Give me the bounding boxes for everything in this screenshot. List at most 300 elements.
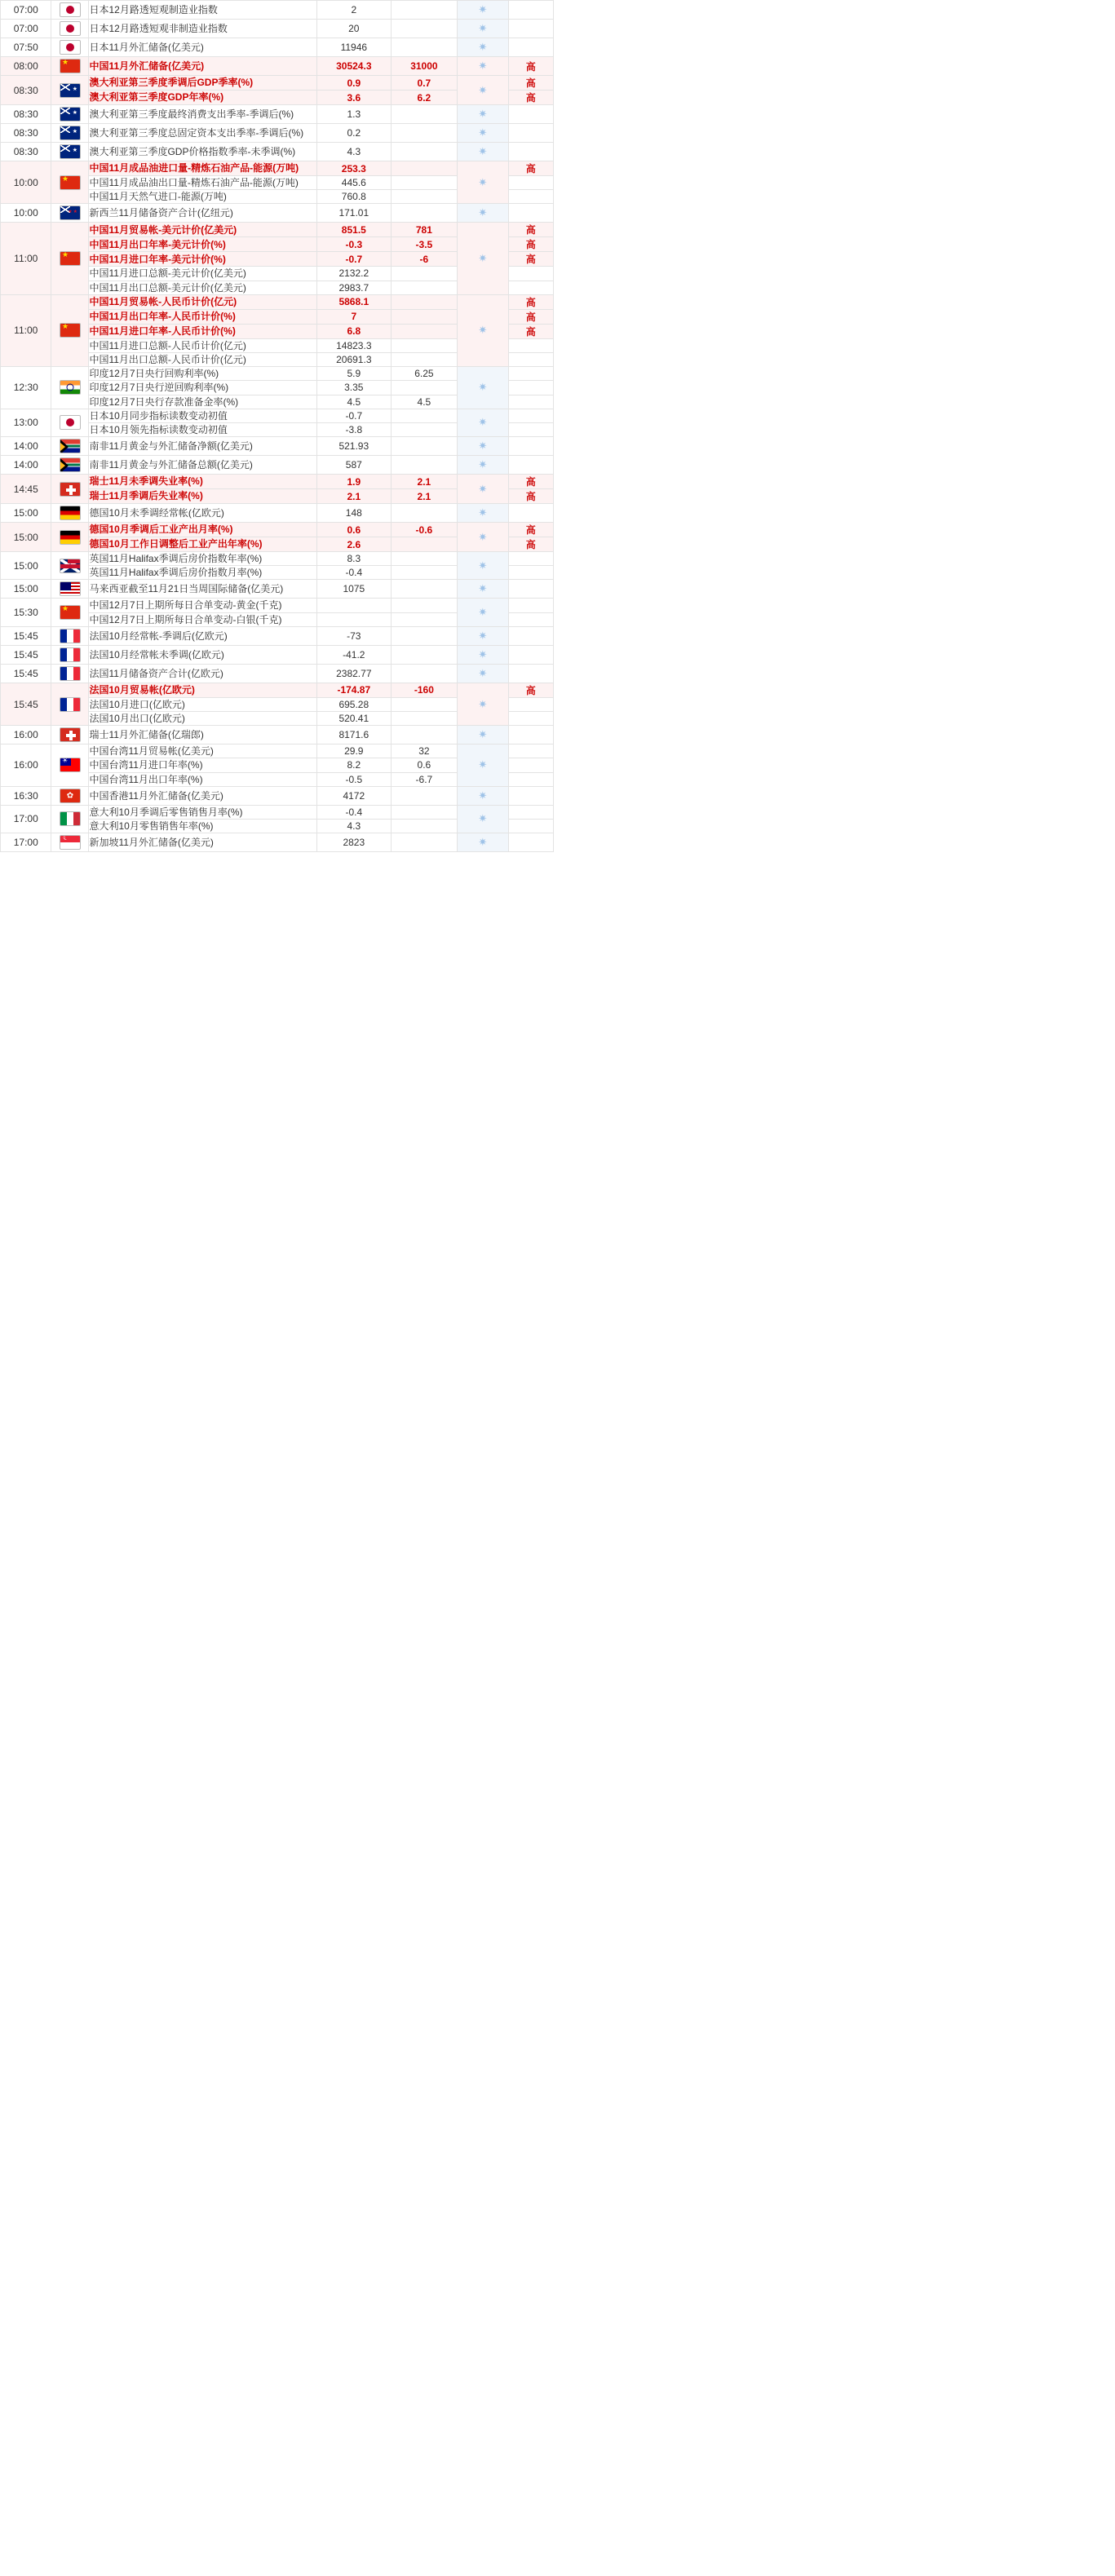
table-row[interactable] bbox=[1, 626, 554, 645]
importance-badge bbox=[508, 422, 553, 436]
actual-value: 695.28 bbox=[316, 697, 391, 711]
event-name[interactable]: 瑞士11月未季调失业率(%) bbox=[89, 475, 316, 489]
table-row[interactable] bbox=[1, 552, 554, 566]
importance-badge bbox=[508, 726, 553, 745]
event-name[interactable]: 澳大利亚第三季度最终消费支出季率-季调后(%) bbox=[89, 105, 316, 124]
forecast-value: -3.5 bbox=[391, 237, 457, 252]
chart-icon[interactable] bbox=[458, 626, 508, 645]
country-flag-cell bbox=[51, 475, 89, 504]
event-name[interactable]: 瑞士11月外汇储备(亿瑞郎) bbox=[89, 726, 316, 745]
importance-badge: 高 bbox=[508, 523, 553, 537]
actual-value: -0.3 bbox=[316, 237, 391, 252]
table-row[interactable] bbox=[1, 456, 554, 475]
event-name[interactable]: 德国10月工作日调整后工业产出年率(%) bbox=[89, 537, 316, 552]
importance-badge bbox=[508, 281, 553, 294]
actual-value: 1.9 bbox=[316, 475, 391, 489]
chart-icon[interactable] bbox=[458, 726, 508, 745]
flag-icon-cn bbox=[60, 59, 81, 73]
event-name[interactable]: 日本10月同步指标读数变动初值 bbox=[89, 409, 316, 422]
forecast-value bbox=[391, 281, 457, 294]
flag-icon-cn bbox=[60, 323, 81, 338]
table-row[interactable] bbox=[1, 76, 554, 91]
calendar-body bbox=[1, 1, 554, 852]
event-name[interactable]: 中国11月进口年率-人民币计价(%) bbox=[89, 324, 316, 338]
actual-value: -0.4 bbox=[316, 566, 391, 580]
chart-icon[interactable] bbox=[458, 294, 508, 366]
country-flag-cell bbox=[51, 161, 89, 204]
importance-badge: 高 bbox=[508, 324, 553, 338]
sparkle-icon: ✷ bbox=[478, 458, 488, 471]
event-name[interactable]: 中国11月出口年率-美元计价(%) bbox=[89, 237, 316, 252]
sparkle-icon: ✷ bbox=[478, 324, 488, 337]
chart-icon[interactable] bbox=[458, 664, 508, 683]
sparkle-icon: ✷ bbox=[478, 530, 488, 543]
table-row[interactable] bbox=[1, 726, 554, 745]
table-row[interactable] bbox=[1, 664, 554, 683]
importance-badge bbox=[508, 367, 553, 381]
forecast-value bbox=[391, 105, 457, 124]
chart-icon[interactable] bbox=[458, 645, 508, 664]
importance-badge: 高 bbox=[508, 223, 553, 237]
event-name[interactable]: 中国12月7日上期所每日合单变动-白银(千克) bbox=[89, 612, 316, 626]
forecast-value bbox=[391, 324, 457, 338]
table-row[interactable] bbox=[1, 805, 554, 819]
event-name[interactable]: 法国10月经常帐未季调(亿欧元) bbox=[89, 645, 316, 664]
event-time: 15:00 bbox=[1, 580, 51, 599]
chart-icon[interactable] bbox=[458, 223, 508, 294]
country-flag-cell bbox=[51, 367, 89, 409]
event-name[interactable]: 新加坡11月外汇储备(亿美元) bbox=[89, 833, 316, 852]
country-flag-cell bbox=[51, 437, 89, 456]
chart-icon[interactable] bbox=[458, 599, 508, 626]
event-time: 15:45 bbox=[1, 664, 51, 683]
forecast-value bbox=[391, 580, 457, 599]
sparkle-icon: ✷ bbox=[478, 697, 488, 710]
event-name[interactable]: 英国11月Halifax季调后房价指数年率(%) bbox=[89, 552, 316, 566]
event-name[interactable]: 中国11月出口总额-美元计价(亿美元) bbox=[89, 281, 316, 294]
table-row[interactable] bbox=[1, 1, 554, 20]
actual-value: 253.3 bbox=[316, 161, 391, 176]
actual-value: 2382.77 bbox=[316, 664, 391, 683]
chart-icon[interactable] bbox=[458, 504, 508, 523]
importance-badge bbox=[508, 124, 553, 143]
event-name[interactable]: 法国10月进口(亿欧元) bbox=[89, 697, 316, 711]
event-time: 17:00 bbox=[1, 833, 51, 852]
event-name[interactable]: 中国11月出口年率-人民币计价(%) bbox=[89, 309, 316, 324]
importance-badge bbox=[508, 626, 553, 645]
flag-icon-in bbox=[60, 380, 81, 395]
importance-badge: 高 bbox=[508, 309, 553, 324]
table-row[interactable] bbox=[1, 475, 554, 489]
importance-badge bbox=[508, 712, 553, 726]
event-name[interactable]: 澳大利亚第三季度季调后GDP季率(%) bbox=[89, 76, 316, 91]
table-row[interactable] bbox=[1, 683, 554, 697]
forecast-value bbox=[391, 437, 457, 456]
flag-icon-nz bbox=[60, 205, 81, 220]
importance-badge bbox=[508, 697, 553, 711]
forecast-value: 6.25 bbox=[391, 367, 457, 381]
sparkle-icon: ✷ bbox=[478, 606, 488, 619]
country-flag-cell bbox=[51, 124, 89, 143]
actual-value: -3.8 bbox=[316, 422, 391, 436]
event-time: 15:30 bbox=[1, 599, 51, 626]
chart-icon[interactable] bbox=[458, 76, 508, 105]
chart-icon[interactable] bbox=[458, 786, 508, 805]
flag-icon-fr bbox=[60, 697, 81, 712]
importance-badge bbox=[508, 190, 553, 204]
sparkle-icon: ✷ bbox=[478, 728, 488, 741]
country-flag-cell bbox=[51, 223, 89, 294]
chart-icon[interactable] bbox=[458, 161, 508, 204]
table-row[interactable] bbox=[1, 161, 554, 176]
table-row[interactable] bbox=[1, 105, 554, 124]
actual-value: -0.7 bbox=[316, 252, 391, 267]
sparkle-icon: ✷ bbox=[478, 629, 488, 642]
flag-icon-au bbox=[60, 126, 81, 140]
country-flag-cell bbox=[51, 599, 89, 626]
event-time: 15:45 bbox=[1, 645, 51, 664]
forecast-value bbox=[391, 697, 457, 711]
forecast-value bbox=[391, 409, 457, 422]
importance-badge bbox=[508, 143, 553, 161]
importance-badge bbox=[508, 805, 553, 819]
importance-badge bbox=[508, 20, 553, 38]
chart-icon[interactable] bbox=[458, 523, 508, 552]
sparkle-icon: ✷ bbox=[478, 83, 488, 96]
event-time: 07:50 bbox=[1, 38, 51, 57]
forecast-value bbox=[391, 504, 457, 523]
forecast-value: 0.7 bbox=[391, 76, 457, 91]
forecast-value bbox=[391, 626, 457, 645]
forecast-value bbox=[391, 664, 457, 683]
country-flag-cell bbox=[51, 1, 89, 20]
chart-icon[interactable] bbox=[458, 124, 508, 143]
actual-value: 521.93 bbox=[316, 437, 391, 456]
table-row[interactable] bbox=[1, 437, 554, 456]
flag-icon-ch bbox=[60, 727, 81, 742]
event-name[interactable]: 澳大利亚第三季度GDP年率(%) bbox=[89, 91, 316, 105]
sparkle-icon: ✷ bbox=[478, 60, 488, 72]
forecast-value bbox=[391, 204, 457, 223]
event-name[interactable]: 中国11月进口年率-美元计价(%) bbox=[89, 252, 316, 267]
country-flag-cell bbox=[51, 664, 89, 683]
forecast-value bbox=[391, 1, 457, 20]
country-flag-cell bbox=[51, 143, 89, 161]
event-name[interactable]: 中国11月贸易帐-美元计价(亿美元) bbox=[89, 223, 316, 237]
event-name[interactable]: 中国台湾11月贸易帐(亿美元) bbox=[89, 745, 316, 758]
importance-badge: 高 bbox=[508, 537, 553, 552]
event-name[interactable]: 中国11月天然气进口-能源(万吨) bbox=[89, 190, 316, 204]
country-flag-cell bbox=[51, 683, 89, 725]
flag-icon-jp bbox=[60, 2, 81, 17]
actual-value: 20 bbox=[316, 20, 391, 38]
sparkle-icon: ✷ bbox=[478, 582, 488, 595]
table-row[interactable] bbox=[1, 745, 554, 758]
event-name[interactable]: 澳大利亚第三季度总固定资本支出季率-季调后(%) bbox=[89, 124, 316, 143]
forecast-value bbox=[391, 20, 457, 38]
event-name[interactable]: 新西兰11月储备资产合计(亿纽元) bbox=[89, 204, 316, 223]
actual-value: 2.6 bbox=[316, 537, 391, 552]
table-row[interactable] bbox=[1, 20, 554, 38]
importance-badge bbox=[508, 552, 553, 566]
forecast-value bbox=[391, 819, 457, 833]
flag-icon-de bbox=[60, 530, 81, 545]
chart-icon[interactable] bbox=[458, 204, 508, 223]
actual-value: -0.5 bbox=[316, 772, 391, 786]
event-name[interactable]: 日本11月外汇储备(亿美元) bbox=[89, 38, 316, 57]
importance-badge: 高 bbox=[508, 91, 553, 105]
event-name[interactable]: 南非11月黄金与外汇储备净额(亿美元) bbox=[89, 437, 316, 456]
table-row[interactable] bbox=[1, 580, 554, 599]
importance-badge bbox=[508, 267, 553, 281]
event-name[interactable]: 英国11月Halifax季调后房价指数月率(%) bbox=[89, 566, 316, 580]
forecast-value: 32 bbox=[391, 745, 457, 758]
forecast-value: 4.5 bbox=[391, 395, 457, 409]
actual-value: 8.3 bbox=[316, 552, 391, 566]
event-time: 14:45 bbox=[1, 475, 51, 504]
event-name[interactable]: 中国11月外汇储备(亿美元) bbox=[89, 57, 316, 76]
event-name[interactable]: 中国11月出口总额-人民币计价(亿元) bbox=[89, 352, 316, 366]
event-name[interactable]: 中国11月进口总额-人民币计价(亿元) bbox=[89, 338, 316, 352]
event-time: 07:00 bbox=[1, 1, 51, 20]
flag-icon-tw bbox=[60, 758, 81, 772]
chart-icon[interactable] bbox=[458, 143, 508, 161]
forecast-value: 2.1 bbox=[391, 475, 457, 489]
event-name[interactable]: 日本10月领先指标读数变动初值 bbox=[89, 422, 316, 436]
country-flag-cell bbox=[51, 745, 89, 787]
table-row[interactable] bbox=[1, 294, 554, 309]
chart-icon[interactable] bbox=[458, 745, 508, 787]
actual-value: 4.3 bbox=[316, 143, 391, 161]
forecast-value bbox=[391, 38, 457, 57]
event-name[interactable]: 法国10月出口(亿欧元) bbox=[89, 712, 316, 726]
table-row[interactable] bbox=[1, 124, 554, 143]
sparkle-icon: ✷ bbox=[478, 506, 488, 519]
event-name[interactable]: 中国11月成品油进口量-精炼石油产品-能源(万吨) bbox=[89, 161, 316, 176]
actual-value: 1075 bbox=[316, 580, 391, 599]
actual-value bbox=[316, 599, 391, 612]
sparkle-icon: ✷ bbox=[478, 3, 488, 15]
sparkle-icon: ✷ bbox=[478, 758, 488, 771]
flag-icon-it bbox=[60, 811, 81, 826]
sparkle-icon: ✷ bbox=[478, 812, 488, 825]
flag-icon-au bbox=[60, 107, 81, 122]
country-flag-cell bbox=[51, 409, 89, 436]
importance-badge: 高 bbox=[508, 294, 553, 309]
chart-icon[interactable] bbox=[458, 805, 508, 833]
actual-value: -0.7 bbox=[316, 409, 391, 422]
flag-icon-cn bbox=[60, 605, 81, 620]
importance-badge: 高 bbox=[508, 489, 553, 504]
chart-icon[interactable] bbox=[458, 409, 508, 436]
table-row[interactable] bbox=[1, 223, 554, 237]
importance-badge bbox=[508, 745, 553, 758]
actual-value: 4.3 bbox=[316, 819, 391, 833]
event-time: 15:45 bbox=[1, 683, 51, 725]
chart-icon[interactable] bbox=[458, 57, 508, 76]
actual-value: 851.5 bbox=[316, 223, 391, 237]
event-time: 08:30 bbox=[1, 105, 51, 124]
flag-icon-fr bbox=[60, 629, 81, 643]
actual-value: 7 bbox=[316, 309, 391, 324]
event-time: 16:00 bbox=[1, 745, 51, 787]
chart-icon[interactable] bbox=[458, 456, 508, 475]
table-row[interactable] bbox=[1, 38, 554, 57]
table-row[interactable] bbox=[1, 523, 554, 537]
actual-value: 2 bbox=[316, 1, 391, 20]
importance-badge: 高 bbox=[508, 252, 553, 267]
event-name[interactable]: 中国11月进口总额-美元计价(亿美元) bbox=[89, 267, 316, 281]
importance-badge bbox=[508, 504, 553, 523]
actual-value: -73 bbox=[316, 626, 391, 645]
actual-value: 2823 bbox=[316, 833, 391, 852]
actual-value: 8.2 bbox=[316, 758, 391, 772]
sparkle-icon: ✷ bbox=[478, 175, 488, 188]
event-time: 15:00 bbox=[1, 523, 51, 552]
forecast-value: 31000 bbox=[391, 57, 457, 76]
importance-badge bbox=[508, 352, 553, 366]
event-name[interactable]: 法国10月经常帐-季调后(亿欧元) bbox=[89, 626, 316, 645]
chart-icon[interactable] bbox=[458, 437, 508, 456]
event-name[interactable]: 德国10月季调后工业产出月率(%) bbox=[89, 523, 316, 537]
country-flag-cell bbox=[51, 523, 89, 552]
importance-badge: 高 bbox=[508, 161, 553, 176]
actual-value: 760.8 bbox=[316, 190, 391, 204]
event-name[interactable]: 印度12月7日央行存款准备金率(%) bbox=[89, 395, 316, 409]
sparkle-icon: ✷ bbox=[478, 206, 488, 219]
importance-badge bbox=[508, 758, 553, 772]
actual-value: 0.6 bbox=[316, 523, 391, 537]
actual-value: 0.2 bbox=[316, 124, 391, 143]
country-flag-cell bbox=[51, 456, 89, 475]
event-name[interactable]: 中国香港11月外汇储备(亿美元) bbox=[89, 786, 316, 805]
economic-calendar-page bbox=[0, 0, 1115, 852]
event-time: 10:00 bbox=[1, 161, 51, 204]
country-flag-cell bbox=[51, 805, 89, 833]
economic-calendar-table bbox=[0, 0, 554, 852]
actual-value: 148 bbox=[316, 504, 391, 523]
importance-badge: 高 bbox=[508, 57, 553, 76]
importance-badge bbox=[508, 786, 553, 805]
actual-value: 3.35 bbox=[316, 381, 391, 395]
chart-icon[interactable] bbox=[458, 38, 508, 57]
chart-icon[interactable] bbox=[458, 105, 508, 124]
forecast-value: -160 bbox=[391, 683, 457, 697]
flag-icon-fr bbox=[60, 666, 81, 681]
country-flag-cell bbox=[51, 294, 89, 366]
event-name[interactable]: 南非11月黄金与外汇储备总额(亿美元) bbox=[89, 456, 316, 475]
importance-badge bbox=[508, 599, 553, 612]
chart-icon[interactable] bbox=[458, 833, 508, 852]
event-name[interactable]: 马来西亚截至11月21日当周国际储备(亿美元) bbox=[89, 580, 316, 599]
country-flag-cell bbox=[51, 38, 89, 57]
chart-icon[interactable] bbox=[458, 1, 508, 20]
flag-icon-fr bbox=[60, 647, 81, 662]
event-name[interactable]: 中国12月7日上期所每日合单变动-黄金(千克) bbox=[89, 599, 316, 612]
importance-badge bbox=[508, 38, 553, 57]
sparkle-icon: ✷ bbox=[478, 789, 488, 802]
actual-value: 5.9 bbox=[316, 367, 391, 381]
importance-badge bbox=[508, 664, 553, 683]
event-name[interactable]: 中国台湾11月出口年率(%) bbox=[89, 772, 316, 786]
event-time: 13:00 bbox=[1, 409, 51, 436]
table-row[interactable] bbox=[1, 57, 554, 76]
table-row[interactable] bbox=[1, 204, 554, 223]
event-name[interactable]: 中国11月贸易帐-人民币计价(亿元) bbox=[89, 294, 316, 309]
event-name[interactable]: 意大利10月零售销售年率(%) bbox=[89, 819, 316, 833]
chart-icon[interactable] bbox=[458, 552, 508, 580]
sparkle-icon: ✷ bbox=[478, 440, 488, 453]
flag-icon-ch bbox=[60, 482, 81, 497]
actual-value: -174.87 bbox=[316, 683, 391, 697]
actual-value: 20691.3 bbox=[316, 352, 391, 366]
event-time: 08:30 bbox=[1, 143, 51, 161]
table-row[interactable] bbox=[1, 143, 554, 161]
event-name[interactable]: 澳大利亚第三季度GDP价格指数季率-未季调(%) bbox=[89, 143, 316, 161]
forecast-value bbox=[391, 190, 457, 204]
event-name[interactable]: 中国11月成品油出口量-精炼石油产品-能源(万吨) bbox=[89, 176, 316, 190]
sparkle-icon: ✷ bbox=[478, 22, 488, 34]
event-name[interactable]: 法国11月储备资产合计(亿欧元) bbox=[89, 664, 316, 683]
event-time: 12:30 bbox=[1, 367, 51, 409]
actual-value: -0.4 bbox=[316, 805, 391, 819]
flag-icon-jp bbox=[60, 415, 81, 430]
chart-icon[interactable] bbox=[458, 367, 508, 409]
event-name[interactable]: 印度12月7日央行逆回购利率(%) bbox=[89, 381, 316, 395]
table-row[interactable] bbox=[1, 645, 554, 664]
importance-badge bbox=[508, 833, 553, 852]
forecast-value bbox=[391, 552, 457, 566]
actual-value: 445.6 bbox=[316, 176, 391, 190]
table-row[interactable] bbox=[1, 833, 554, 852]
flag-icon-au bbox=[60, 83, 81, 98]
actual-value: 520.41 bbox=[316, 712, 391, 726]
chart-icon[interactable] bbox=[458, 683, 508, 725]
country-flag-cell bbox=[51, 204, 89, 223]
event-name[interactable]: 印度12月7日央行回购利率(%) bbox=[89, 367, 316, 381]
event-name[interactable]: 法国10月贸易帐(亿欧元) bbox=[89, 683, 316, 697]
actual-value: 3.6 bbox=[316, 91, 391, 105]
event-name[interactable]: 中国台湾11月进口年率(%) bbox=[89, 758, 316, 772]
forecast-value bbox=[391, 833, 457, 852]
chart-icon[interactable] bbox=[458, 475, 508, 504]
country-flag-cell bbox=[51, 504, 89, 523]
sparkle-icon: ✷ bbox=[478, 41, 488, 53]
importance-badge bbox=[508, 566, 553, 580]
event-name[interactable]: 意大利10月季调后零售销售月率(%) bbox=[89, 805, 316, 819]
table-row[interactable] bbox=[1, 599, 554, 612]
forecast-value bbox=[391, 294, 457, 309]
chart-icon[interactable] bbox=[458, 580, 508, 599]
sparkle-icon: ✷ bbox=[478, 145, 488, 157]
forecast-value bbox=[391, 422, 457, 436]
table-row[interactable] bbox=[1, 409, 554, 422]
chart-icon[interactable] bbox=[458, 20, 508, 38]
table-row[interactable] bbox=[1, 786, 554, 805]
flag-icon-au bbox=[60, 144, 81, 159]
event-name[interactable]: 瑞士11月季调后失业率(%) bbox=[89, 489, 316, 504]
forecast-value bbox=[391, 805, 457, 819]
table-row[interactable] bbox=[1, 504, 554, 523]
event-name[interactable]: 德国10月未季调经常帐(亿欧元) bbox=[89, 504, 316, 523]
event-name[interactable]: 日本12月路透短观非制造业指数 bbox=[89, 20, 316, 38]
event-name[interactable]: 日本12月路透短观制造业指数 bbox=[89, 1, 316, 20]
actual-value: 1.3 bbox=[316, 105, 391, 124]
forecast-value bbox=[391, 712, 457, 726]
forecast-value bbox=[391, 456, 457, 475]
flag-icon-cn bbox=[60, 175, 81, 190]
table-row[interactable] bbox=[1, 367, 554, 381]
